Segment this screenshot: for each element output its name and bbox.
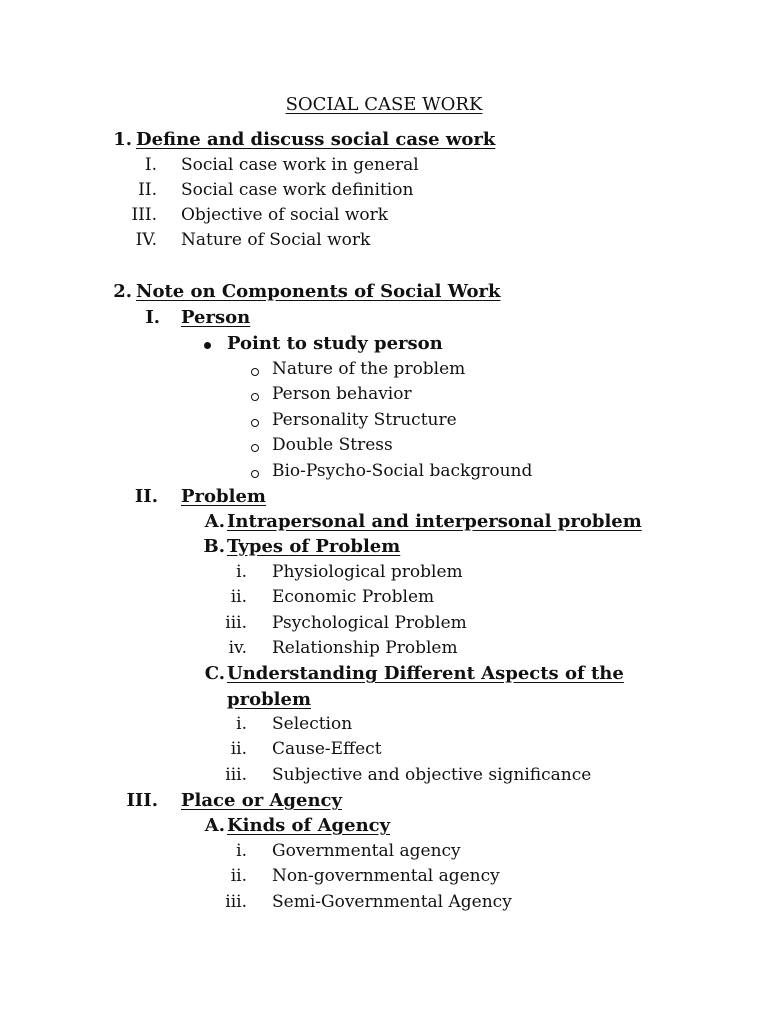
list-marker: ii. bbox=[230, 866, 247, 886]
subsection-title: Intrapersonal and interpersonal problem bbox=[227, 511, 642, 532]
bullet-icon bbox=[204, 342, 211, 349]
subsection-title: Place or Agency bbox=[181, 790, 342, 811]
list-item-text: Subjective and objective significance bbox=[272, 765, 592, 785]
circle-bullet-icon bbox=[251, 444, 259, 452]
circle-bullet-icon bbox=[251, 393, 259, 401]
subsection-title: Types of Problem bbox=[227, 536, 401, 557]
list-item-text: Semi-Governmental Agency bbox=[272, 892, 512, 912]
section-1-number: 1. bbox=[113, 129, 132, 150]
bullet-text: Point to study person bbox=[227, 333, 443, 354]
list-item-text: Economic Problem bbox=[272, 587, 435, 607]
list-marker: iii. bbox=[225, 613, 247, 633]
list-marker: III. bbox=[131, 205, 157, 225]
section-2-title: Note on Components of Social Work bbox=[136, 281, 501, 302]
subsection-title: Person bbox=[181, 307, 251, 328]
list-marker: ii. bbox=[230, 587, 247, 607]
list-marker: C. bbox=[204, 663, 225, 684]
list-item-text: Double Stress bbox=[272, 435, 393, 455]
subsection-title-continued: problem bbox=[227, 689, 311, 710]
list-item-text: Personality Structure bbox=[272, 410, 457, 430]
subsection-title: Problem bbox=[181, 486, 266, 507]
list-marker: iii. bbox=[225, 765, 247, 785]
list-item-text: Physiological problem bbox=[272, 562, 463, 582]
section-2-number: 2. bbox=[113, 281, 132, 302]
circle-bullet-icon bbox=[251, 419, 259, 427]
list-marker: III. bbox=[126, 790, 158, 811]
list-marker: i. bbox=[236, 841, 247, 861]
list-marker: A. bbox=[204, 511, 225, 532]
list-item-text: Cause-Effect bbox=[272, 739, 382, 759]
list-marker: II. bbox=[134, 486, 158, 507]
list-item-text: Bio-Psycho-Social background bbox=[272, 461, 533, 481]
list-item-text: Person behavior bbox=[272, 384, 412, 404]
list-item-text: Governmental agency bbox=[272, 841, 461, 861]
subsection-title: Understanding Different Aspects of the bbox=[227, 663, 624, 684]
list-marker: IV. bbox=[135, 230, 157, 250]
circle-bullet-icon bbox=[251, 470, 259, 478]
list-item-text: Selection bbox=[272, 714, 353, 734]
list-item-text: Nature of Social work bbox=[181, 230, 371, 250]
circle-bullet-icon bbox=[251, 368, 259, 376]
list-item-text: Relationship Problem bbox=[272, 638, 458, 658]
list-item-text: Social case work in general bbox=[181, 155, 419, 175]
list-marker: B. bbox=[203, 536, 225, 557]
list-marker: I. bbox=[145, 307, 160, 328]
list-marker: ii. bbox=[230, 739, 247, 759]
section-1-title: Define and discuss social case work bbox=[136, 129, 496, 150]
list-marker: II. bbox=[138, 180, 157, 200]
list-marker: i. bbox=[236, 562, 247, 582]
list-item-text: Psychological Problem bbox=[272, 613, 467, 633]
subsection-title: Kinds of Agency bbox=[227, 815, 391, 836]
list-marker: i. bbox=[236, 714, 247, 734]
list-marker: A. bbox=[204, 815, 225, 836]
document-title: SOCIAL CASE WORK bbox=[285, 94, 483, 115]
list-item-text: Objective of social work bbox=[181, 205, 389, 225]
list-marker: I. bbox=[144, 155, 157, 175]
list-item-text: Social case work definition bbox=[181, 180, 414, 200]
list-marker: iii. bbox=[225, 892, 247, 912]
list-marker: iv. bbox=[228, 638, 247, 658]
list-item-text: Nature of the problem bbox=[272, 359, 466, 379]
list-item-text: Non-governmental agency bbox=[272, 866, 500, 886]
